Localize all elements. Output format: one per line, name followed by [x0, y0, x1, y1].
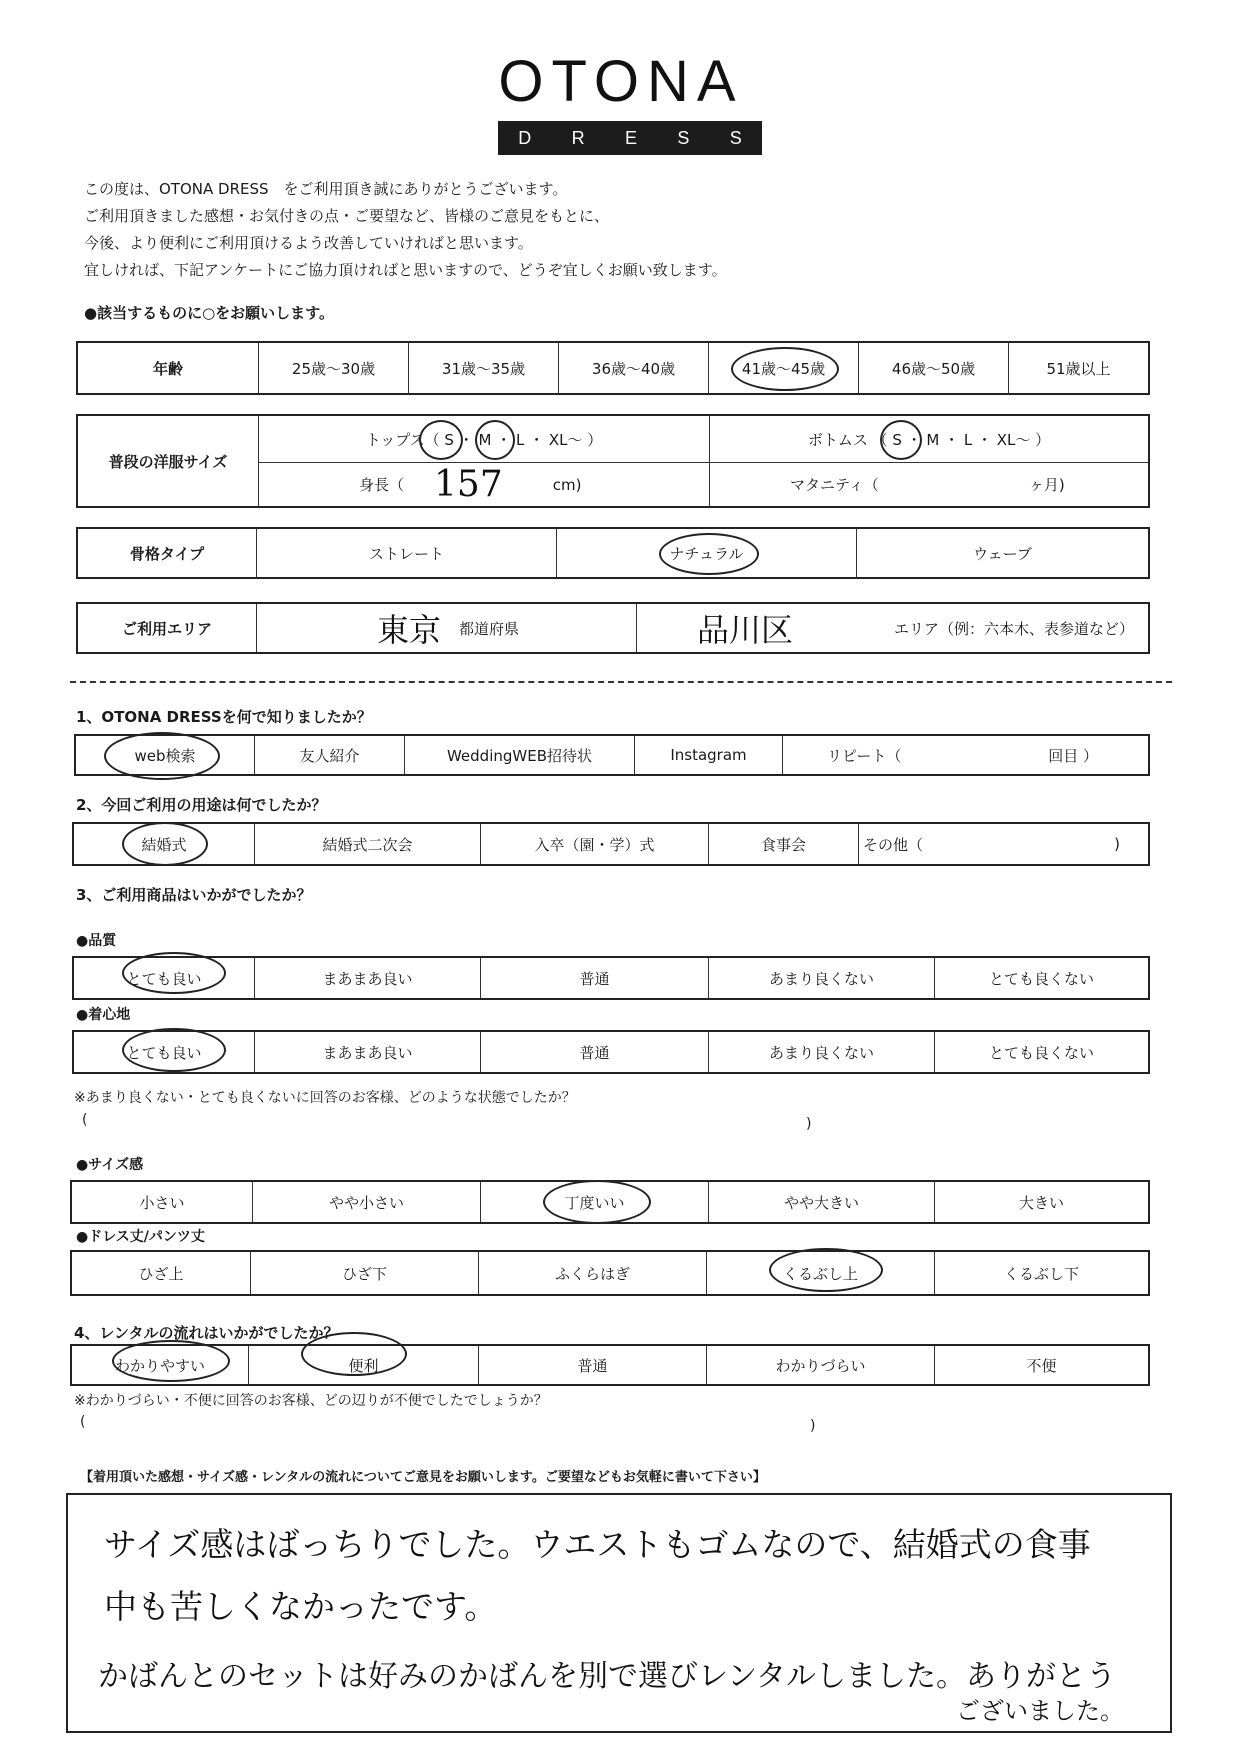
selection-circle	[104, 732, 220, 780]
length-label: ●ドレス丈/パンツ丈	[76, 1229, 205, 1245]
comment-line: サイズ感はばっちりでした。ウエストもゴムなので、結婚式の食事	[104, 1525, 1091, 1564]
age-row	[76, 341, 1150, 395]
divider	[70, 681, 1172, 683]
frame-option-selected[interactable]	[556, 529, 856, 577]
fit-label: ●サイズ感	[76, 1157, 144, 1173]
length-option[interactable]: ひざ下	[250, 1252, 478, 1294]
q3-note: ※あまり良くない・とても良くないに回答のお客様、どのような状態でしたか？	[74, 1090, 576, 1106]
logo-letter: S	[677, 127, 690, 148]
fit-option-selected[interactable]	[480, 1182, 708, 1222]
tops-size-field[interactable]	[259, 416, 709, 462]
height-field[interactable]	[259, 463, 709, 506]
q2-option-label: 結婚式	[141, 835, 187, 854]
q2-row	[72, 822, 1150, 866]
selection-circle	[419, 420, 463, 460]
selection-circle	[659, 533, 759, 575]
q4-option[interactable]: 不便	[934, 1346, 1148, 1384]
q4-option-label: わかりやすい	[114, 1356, 205, 1375]
q1-option-repeat[interactable]	[782, 736, 1148, 774]
size-row-bottom	[259, 463, 1148, 506]
logo-letter: S	[729, 127, 742, 148]
q1-option-label: web検索	[134, 746, 196, 765]
length-option[interactable]: くるぶし下	[934, 1252, 1148, 1294]
bottoms-size-field[interactable]	[709, 416, 1148, 462]
frame-option-label: ナチュラル	[669, 544, 744, 563]
quality-label: ●品質	[76, 933, 117, 949]
fit-option[interactable]: やや小さい	[252, 1182, 480, 1222]
quality-row	[72, 956, 1150, 1000]
quality-option-label: とても良い	[126, 969, 202, 988]
selection-circle	[731, 347, 839, 391]
comments-box[interactable]	[66, 1493, 1172, 1733]
tops-size-text: トップス（ S ・ M ・ L ・ XL〜 ）	[365, 430, 603, 449]
age-option[interactable]: 31歳〜35歳	[408, 343, 558, 393]
frame-row	[76, 527, 1150, 579]
q1-option-selected[interactable]	[76, 736, 254, 774]
q3-answer-open: (	[82, 1112, 88, 1128]
length-option-label: くるぶし上	[782, 1264, 858, 1283]
q1-option[interactable]: WeddingWEB招待状	[404, 736, 634, 774]
q4-answer-open: (	[80, 1414, 86, 1430]
comment-line: 中も苦しくなかったです。	[104, 1587, 498, 1626]
intro-text	[84, 176, 727, 284]
q2-option[interactable]: 食事会	[708, 824, 858, 864]
area-row	[76, 602, 1150, 654]
fit-row	[70, 1180, 1150, 1224]
q4-option-label: 便利	[348, 1356, 379, 1375]
prefecture-suffix: 都道府県	[459, 619, 520, 638]
logo-subtitle-bar	[498, 121, 762, 155]
length-option[interactable]: ひざ上	[138, 1264, 184, 1283]
intro-line: ご利用頂きました感想・お気付きの点・ご要望など、皆様のご意見をもとに、	[84, 207, 610, 225]
size-grid	[258, 416, 1148, 506]
age-option-selected[interactable]	[708, 343, 858, 393]
area-hint: エリア（例：六本木、表参道など）	[893, 619, 1134, 638]
comfort-option[interactable]: 普通	[480, 1032, 708, 1072]
comfort-option[interactable]: とても良くない	[934, 1032, 1148, 1072]
height-unit: cm)	[552, 475, 582, 494]
selection-circle	[543, 1180, 651, 1224]
selection-circle	[122, 1028, 226, 1072]
fit-option-label: 丁度いい	[564, 1193, 625, 1212]
quality-option[interactable]: 普通	[480, 958, 708, 998]
q2-option-selected[interactable]	[74, 824, 254, 864]
instruction: ●該当するものに○をお願いします。	[84, 304, 334, 322]
comfort-option-label: とても良い	[126, 1043, 202, 1062]
age-label: 年齢	[152, 359, 183, 378]
size-section	[76, 414, 1150, 508]
maternity-field[interactable]	[709, 463, 1148, 506]
q2-other-label: その他（	[863, 835, 924, 854]
q4-answer-close: )	[810, 1418, 816, 1434]
frame-label: 骨格タイプ	[129, 544, 205, 563]
age-option[interactable]: 51歳以上	[1008, 343, 1148, 393]
q1-option[interactable]: Instagram	[634, 736, 782, 774]
logo-letter: R	[571, 127, 585, 148]
q4-option[interactable]: わかりづらい	[706, 1346, 934, 1384]
q1-row	[74, 734, 1150, 776]
q2-option-other[interactable]	[858, 824, 1148, 864]
quality-option-selected[interactable]	[74, 958, 254, 998]
selection-circle	[122, 952, 226, 994]
frame-option[interactable]: ストレート	[256, 529, 556, 577]
quality-option[interactable]: とても良くない	[934, 958, 1148, 998]
q4-option[interactable]: 普通	[478, 1346, 706, 1384]
q4-note: ※わかりづらい・不便に回答のお客様、どの辺りが不便でしたでしょうか？	[74, 1393, 548, 1409]
maternity-label: マタニティ（	[790, 476, 879, 494]
prefecture-field[interactable]	[256, 604, 636, 652]
logo-letter: E	[624, 127, 637, 148]
logo-letter: D	[518, 127, 532, 148]
selection-circle	[301, 1332, 407, 1376]
q1-title: 1、OTONA DRESSを何で知りましたか？	[76, 708, 372, 726]
q2-other-close: )	[1114, 835, 1120, 853]
q2-option[interactable]: 入卒（園・学）式	[480, 824, 708, 864]
length-option[interactable]: ふくらはぎ	[478, 1252, 706, 1294]
height-label: 身長（	[359, 476, 405, 494]
q3-title: 3、ご利用商品はいかがでしたか？	[76, 886, 312, 904]
q1-repeat-label: リピート（	[827, 746, 902, 765]
frame-option[interactable]: ウェーブ	[856, 529, 1148, 577]
size-row-top	[259, 416, 1148, 463]
quality-option[interactable]: まあまあ良い	[254, 958, 480, 998]
length-row	[70, 1250, 1150, 1296]
height-value: 157	[434, 464, 503, 505]
q4-option-selected[interactable]	[72, 1346, 248, 1384]
size-label: 普段の洋服サイズ	[108, 452, 228, 471]
comment-line: かばんとのセットは好みのかばんを別で選びレンタルしました。ありがとう	[98, 1659, 1117, 1694]
age-option[interactable]: 36歳〜40歳	[558, 343, 708, 393]
maternity-unit: ヶ月)	[1028, 476, 1065, 494]
selection-circle	[880, 420, 922, 460]
comments-title: 【着用頂いた感想・サイズ感・レンタルの流れについてご意見をお願いします。ご要望などもお気軽に書いて下さい】	[80, 1470, 766, 1485]
prefecture-written: 東京	[377, 611, 442, 649]
logo-title: OTONA	[498, 49, 744, 114]
intro-line: この度は、OTONA DRESS をご利用頂き誠にありがとうございます。	[84, 180, 568, 198]
comfort-label: ●着心地	[76, 1007, 131, 1023]
q4-option-selected[interactable]	[248, 1346, 478, 1384]
q1-repeat-count: 回目 ）	[1048, 746, 1098, 765]
selection-circle	[769, 1248, 883, 1292]
fit-option[interactable]: 大きい	[934, 1182, 1148, 1222]
selection-circle	[122, 822, 208, 866]
intro-line: 宜しければ、下記アンケートにご協力頂ければと思いますので、どうぞ宜しくお願い致します。	[84, 261, 727, 279]
fit-option[interactable]: 小さい	[139, 1193, 185, 1212]
selection-circle	[475, 420, 515, 460]
q2-title: 2、今回ご利用の用途は何でしたか？	[76, 796, 327, 814]
q4-row	[70, 1344, 1150, 1386]
comfort-option-selected[interactable]	[74, 1032, 254, 1072]
q3-answer-close: )	[806, 1116, 812, 1132]
q4-title: 4、レンタルの流れはいかがでしたか？	[74, 1324, 339, 1342]
comfort-row	[72, 1030, 1150, 1074]
area-written: 品川区	[697, 611, 794, 649]
age-option[interactable]: 46歳〜50歳	[858, 343, 1008, 393]
intro-line: 今後、より便利にご利用頂けるよう改善していければと思います。	[84, 234, 533, 252]
area-label: ご利用エリア	[121, 619, 212, 638]
age-option-label: 41歳〜45歳	[741, 359, 826, 378]
fit-option[interactable]: やや大きい	[708, 1182, 934, 1222]
selection-circle	[112, 1340, 230, 1382]
quality-option[interactable]: あまり良くない	[708, 958, 934, 998]
comfort-option[interactable]: あまり良くない	[708, 1032, 934, 1072]
comment-line: ございました。	[956, 1697, 1124, 1725]
q1-option[interactable]: 友人紹介	[254, 736, 404, 774]
bottoms-size-text: ボトムス （ S ・ M ・ L ・ XL〜 ）	[807, 430, 1051, 449]
length-option-selected[interactable]	[706, 1252, 934, 1294]
area-field[interactable]	[636, 604, 1148, 652]
q2-option[interactable]: 結婚式二次会	[254, 824, 480, 864]
comfort-option[interactable]: まあまあ良い	[254, 1032, 480, 1072]
age-option[interactable]: 25歳〜30歳	[258, 343, 408, 393]
